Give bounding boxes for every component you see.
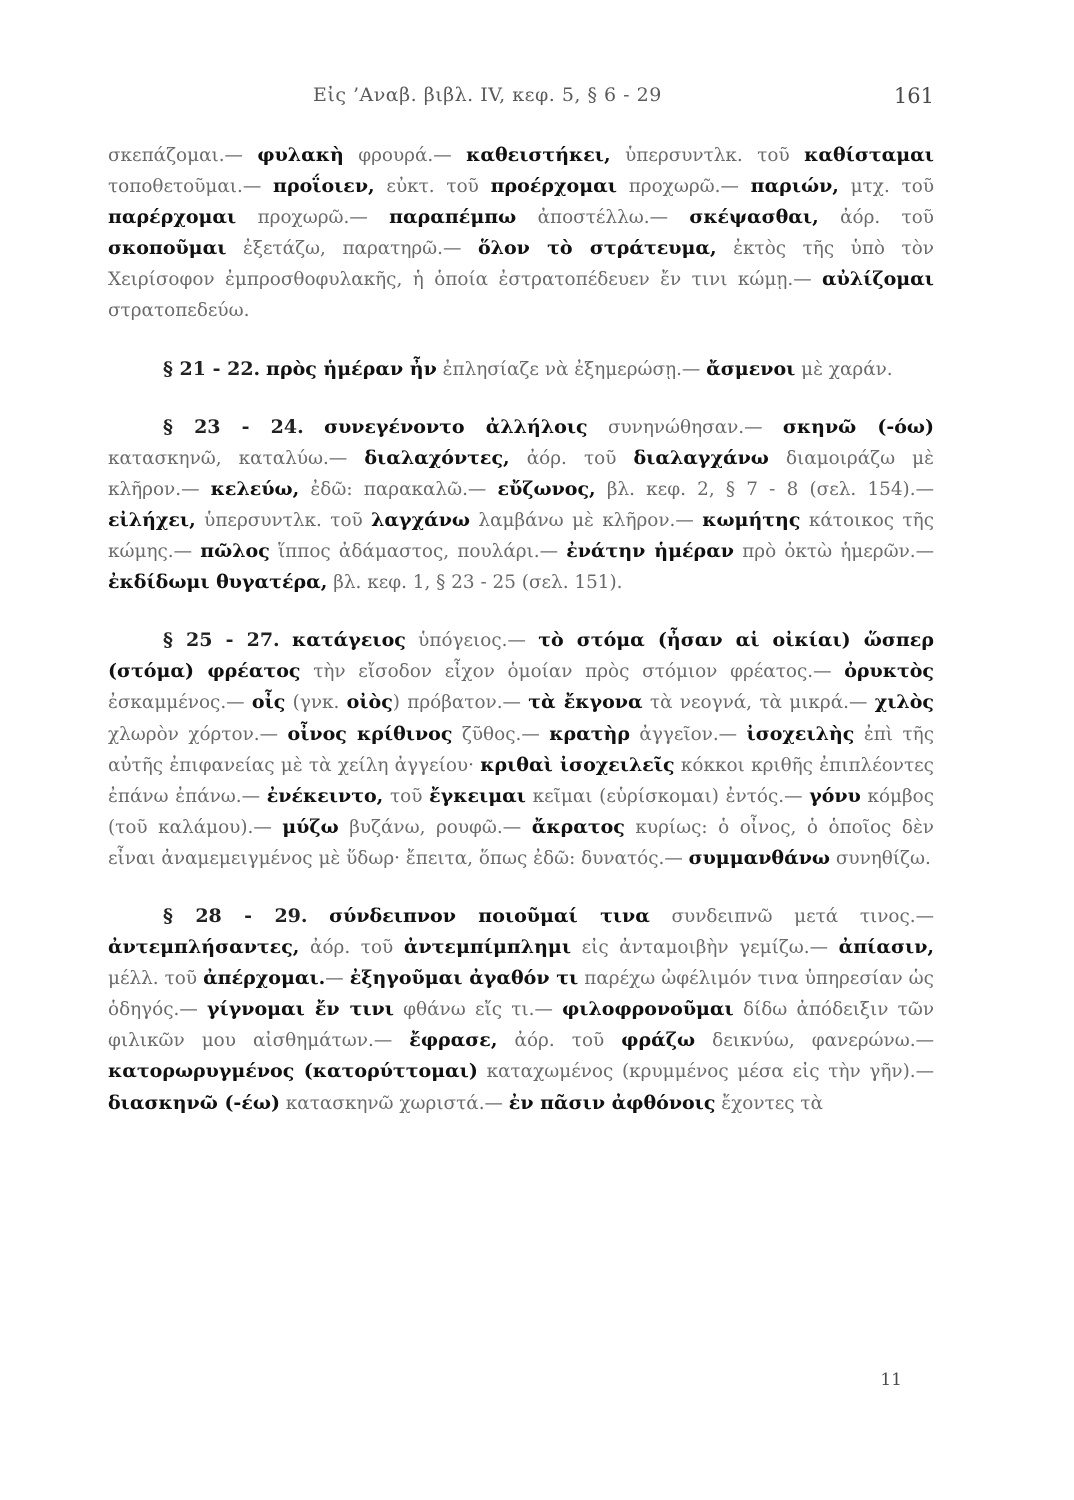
gloss-text: μέλλ. τοῦ (108, 968, 204, 990)
gloss-text: ἐκτὸς τῆς ὑπὸ τὸν Χειρίσοφον ἐμπροσθοφυλακῆς, ἡ ὁποία ἐστρατοπέδευεν ἔν τινι κώμῃ.— (108, 238, 934, 291)
gloss-text: διαμοιράζω μὲ κλῆρον.— (108, 447, 934, 500)
section-reference: § 21 - 22. (163, 357, 261, 380)
headword: ὅλον τὸ στράτευμα, (477, 237, 717, 260)
headword: φιλοφρονοῦμαι (562, 998, 734, 1021)
headword: ἀντεμπλήσαντες, (108, 936, 300, 959)
gloss-text: μτχ. τοῦ (838, 176, 934, 198)
headword: σκηνῶ (-όω) (782, 415, 934, 438)
headword: κατορωρυγμένος (κατορύττομαι) (108, 1060, 478, 1083)
gloss-text: τὴν εἴσοδον εἶχον ὁμοίαν πρὸς στόμιον φρέατος.— (300, 661, 845, 683)
gloss-text: ἐδῶ: παρακαλῶ.— (299, 478, 498, 500)
headword: ἐν πᾶσιν ἀφθόνοις (508, 1091, 716, 1114)
commentary-paragraph (108, 625, 934, 874)
gloss-text: ὑπερσυντλκ. τοῦ (610, 145, 805, 166)
headword: λαγχάνω (371, 508, 470, 531)
gloss-text: εὐκτ. τοῦ (374, 176, 491, 198)
gloss-text: σκεπάζομαι.— (108, 145, 258, 166)
gloss-text: κατασκηνῶ, καταλύω.— (108, 447, 365, 469)
gloss-text: ἀόρ. τοῦ (509, 447, 634, 469)
headword: καθίσταμαι (804, 144, 934, 166)
headword: αὐλίζομαι (822, 268, 934, 291)
gloss-text: — (325, 968, 350, 990)
headword: ἄκρατος (531, 815, 625, 838)
section-reference: § 23 - 24. (163, 415, 304, 438)
commentary-paragraph (108, 901, 934, 1119)
gloss-text: κάτοικος τῆς κώμης.— (108, 509, 934, 563)
gloss-text: κεῖμαι (εὑρίσκομαι) ἐντός.— (525, 785, 810, 807)
headword: οἶς (251, 691, 286, 714)
headword: παρέρχομαι (108, 206, 237, 229)
gloss-text: συνηνώθησαν.— (587, 416, 783, 438)
gloss-text: ἀόρ. τοῦ (818, 207, 934, 229)
headword: κωμήτης (702, 508, 801, 531)
gloss-text: βλ. κεφ. 2, § 7 - 8 (σελ. 154).— (595, 478, 934, 500)
section-reference: § 25 - 27. (163, 629, 280, 652)
headword: ἐνάτην ἡμέραν (566, 540, 734, 563)
headword: διασκηνῶ (-έω) (108, 1091, 280, 1114)
gloss-text: ἐξετάζω, παρατηρῶ.— (226, 238, 478, 260)
headword: σκοποῦμαι (108, 237, 227, 260)
headword: κρατὴρ (549, 722, 630, 745)
headword: κριθαὶ ἰσοχειλεῖς (480, 753, 675, 776)
commentary-paragraph (108, 412, 934, 599)
gloss-text: εἰς ἀνταμοιβὴν γεμίζω.— (571, 937, 839, 959)
headword: κατάγειος (292, 629, 406, 652)
headword: ἔφρασε, (409, 1029, 498, 1052)
gloss-text: φρουρά.— (343, 145, 467, 166)
gloss-text: ἀποστέλλω.— (516, 207, 690, 229)
gloss-text: ἀόρ. τοῦ (299, 937, 404, 959)
gloss-text: κόμβος (τοῦ καλάμου).— (108, 785, 935, 838)
headword: φράζω (621, 1029, 696, 1052)
gloss-text: τοῦ (383, 785, 430, 807)
gloss-text: κυρίως: ὁ οἶνος, ὁ ὁποῖος δὲν εἶναι ἀναμεμειγμένος μὲ ὕδωρ· ἔπειτα, ὅπως ἐδῶ: δυνατός.— (108, 816, 934, 869)
gloss-text: πρὸ ὀκτὼ ἡμερῶν.— (734, 541, 935, 563)
headword: μύζω (282, 815, 339, 838)
headword: παραπέμπω (389, 206, 517, 229)
headword: ἰσοχειλὴς (746, 722, 855, 745)
gloss-text: βλ. κεφ. 1, § 23 - 25 (σελ. 151). (327, 572, 623, 594)
gloss-text: ἀγγεῖον.— (629, 723, 747, 745)
headword: ἐνέκειντο, (266, 784, 384, 807)
headword: συμμανθάνω (688, 846, 830, 869)
headword: οἶνος κρίθινος (287, 722, 453, 745)
gloss-text: ὑπερσυντλκ. τοῦ (195, 509, 372, 531)
headword: διαλαγχάνω (633, 446, 769, 469)
gloss-text: ἐσκαμμένος.— (108, 692, 252, 714)
gloss-text (304, 417, 324, 438)
headword: ἀπέρχομαι. (203, 967, 326, 990)
gloss-text (280, 630, 292, 651)
gloss-text: φθάνω εἴς τι.— (393, 999, 563, 1021)
gloss-text: ) πρόβατον.— (392, 692, 529, 714)
gloss-text: χλωρὸν χόρτον.— (108, 723, 288, 745)
gloss-text: παρέχω ὠφέλιμόν τινα ὑπηρεσίαν ὡς ὁδηγός.— (108, 968, 934, 1021)
headword: ὀρυκτὸς (844, 660, 934, 683)
headword: σκέψασθαι, (689, 206, 819, 229)
headword: ἐκδίδωμι θυγατέρα, (108, 571, 328, 594)
headword: κελεύω, (210, 477, 300, 500)
headword: σύνδειπνον ποιοῦμαί τινα (329, 904, 650, 927)
gloss-text: τὰ νεογνά, τὰ μικρά.— (642, 692, 875, 714)
headword: προέρχομαι (490, 175, 617, 198)
headword: προΐοιεν, (273, 175, 375, 198)
gloss-text: συνδειπνῶ μετά τινος.— (649, 905, 934, 927)
section-reference: § 28 - 29. (163, 904, 308, 927)
headword: τὸ στόμα (ἦσαν αἱ οἰκίαι) ὥσπερ (στόμα) φρέατος (108, 629, 934, 683)
gloss-text: ὑπόγειος.— (405, 630, 539, 652)
headword: ἔγκειμαι (429, 784, 526, 807)
headword: τὰ ἔκγονα (528, 691, 643, 714)
gloss-text: ἔχοντες τὰ (715, 1092, 824, 1114)
gloss-text: ἀόρ. τοῦ (497, 1030, 622, 1052)
page-number: 161 (893, 84, 934, 108)
gloss-text (308, 906, 330, 927)
headword: καθειστήκει, (466, 144, 611, 166)
headword: ἀντεμπίμπλημι (403, 936, 572, 959)
gloss-text: κόκκοι κριθῆς ἐπιπλέοντες ἐπάνω ἐπάνω.— (108, 754, 934, 807)
gloss-text: προχωρῶ.— (616, 176, 751, 198)
headword: εὔζωνος, (497, 477, 596, 500)
commentary-paragraph (108, 140, 934, 327)
commentary-paragraph (108, 354, 934, 385)
gloss-text: συνηθίζω. (830, 847, 931, 869)
gloss-text: καταχωμένος (κρυμμένος μέσα εἰς τὴν γῆν).— (477, 1061, 934, 1083)
running-head: Εἰς ’Αναβ. βιβλ. IV, κεφ. 5, § 6 - 29 (313, 84, 662, 106)
page-header (108, 84, 934, 114)
gloss-text: ἐπλησίαζε νὰ ἐξημερώσῃ.— (436, 358, 707, 380)
headword: ἀπίασιν, (838, 936, 934, 959)
headword: πρὸς ἡμέραν ἦν (266, 357, 437, 380)
gloss-text: δίδω ἀπόδειξιν τῶν φιλικῶν μου αἰσθημάτων.— (108, 999, 935, 1052)
gloss-text: βυζάνω, ρουφῶ.— (338, 816, 532, 838)
gloss-text: λαμβάνω μὲ κλῆρον.— (470, 509, 703, 531)
commentary-body (108, 140, 934, 1119)
headword: οἰὸς (346, 691, 393, 714)
headword: συνεγένοντο ἀλλήλοις (324, 415, 588, 438)
headword: ἄσμενοι (706, 357, 796, 380)
headword: ἐξηγοῦμαι ἀγαθόν τι (349, 967, 579, 990)
headword: διαλαχόντες, (364, 446, 510, 469)
gloss-text: (γνκ. (285, 692, 347, 714)
gloss-text: προχωρῶ.— (236, 207, 390, 229)
gloss-text: ζῦθος.— (452, 723, 550, 745)
headword: εἰλήχει, (108, 508, 196, 531)
headword: γόνυ (809, 784, 861, 807)
gloss-text: μὲ χαράν. (795, 358, 893, 380)
headword: πῶλος (200, 540, 270, 563)
headword: γίγνομαι ἔν τινι (207, 998, 394, 1021)
gloss-text: στρατοπεδεύω. (108, 300, 250, 322)
gloss-text: κατασκηνῶ χωριστά.— (279, 1092, 509, 1114)
gloss-text: ἵππος ἀδάμαστος, πουλάρι.— (269, 541, 567, 563)
headword: φυλακὴ (257, 144, 344, 166)
gloss-text: τοποθετοῦμαι.— (108, 176, 274, 198)
headword: χιλὸς (874, 691, 934, 714)
signature-mark: 11 (880, 1370, 902, 1390)
gloss-text: ἐπὶ τῆς αὐτῆς ἐπιφανείας μὲ τὰ χείλη ἀγγείου· (108, 723, 934, 776)
headword: παριών, (750, 175, 839, 198)
gloss-text: δεικνύω, φανερώνω.— (695, 1030, 934, 1052)
